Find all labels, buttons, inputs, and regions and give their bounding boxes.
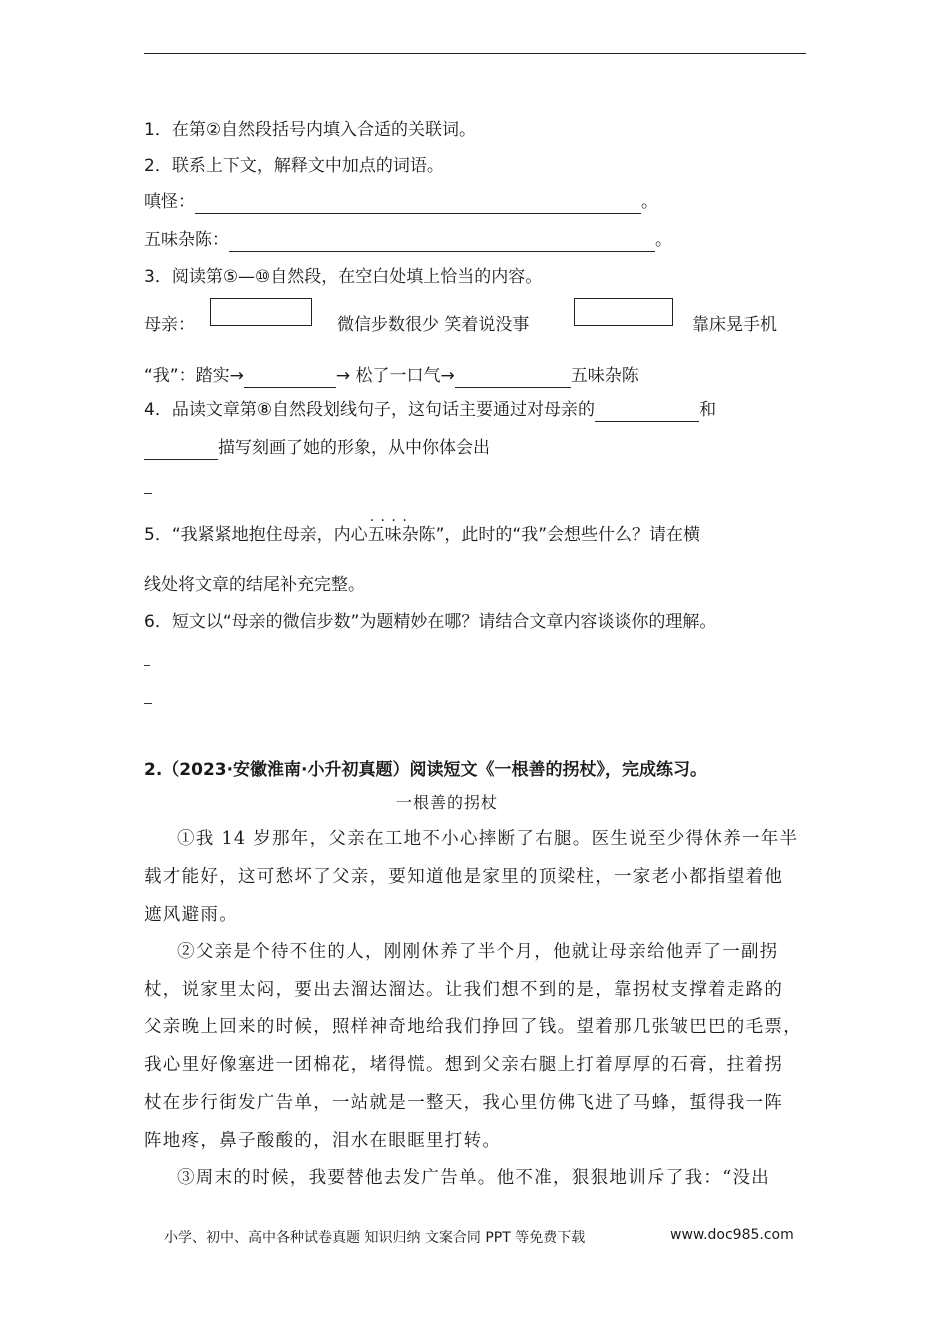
answer-line[interactable] — [144, 441, 218, 460]
story-line: 载才能好，这可愁坏了父亲，要知道他是家里的顶梁柱，一家老小都指望着他 — [144, 867, 784, 887]
story-line: 杖，说家里太闷，要出去溜达溜达。让我们想不到的是，靠拐杖支撑着走路的 — [144, 980, 784, 1000]
answer-dash[interactable] — [144, 665, 150, 666]
question-4-line1: 4．品读文章第⑧自然段划线句子，这句话主要通过对母亲的 和 — [144, 400, 717, 420]
question-2: 2．联系上下文，解释文中加点的词语。 — [144, 156, 444, 176]
story-line: 父亲晚上回来的时候，照样神奇地给我们挣回了钱。望着那几张皱巴巴的毛票， — [144, 1017, 802, 1037]
story-title: 一根善的拐杖 — [396, 793, 499, 812]
question-1: 1．在第②自然段括号内填入合适的关联词。 — [144, 120, 477, 140]
story-line: 遮风避雨。 — [144, 905, 238, 925]
question-4-line2: 描写刻画了她的形象，从中你体会出 — [144, 436, 490, 460]
answer-box[interactable] — [210, 298, 312, 326]
header-rule — [144, 53, 806, 54]
term-label: 五味杂陈： — [144, 230, 229, 250]
section-2-heading: 2.（2023·安徽淮南·小升初真题）阅读短文《一根善的拐杖》，完成练习。 — [144, 760, 708, 780]
answer-box[interactable] — [574, 298, 673, 326]
question-2a: 嗔怪： 。 — [144, 192, 658, 212]
answer-line[interactable] — [595, 403, 699, 422]
answer-dash[interactable] — [144, 703, 152, 704]
story-line: 阵地疼，鼻子酸酸的，泪水在眼眶里打转。 — [144, 1131, 502, 1151]
q3-me-row: “我”：踏实→ → 松了一口气→ 五味杂陈 — [144, 366, 639, 386]
answer-dash[interactable] — [144, 493, 152, 494]
story-line: ①我 14 岁那年，父亲在工地不小心摔断了右腿。医生说至少得休养一年半 — [177, 829, 799, 849]
story-line: ③周末的时候，我要替他去发广告单。他不准，狠狠地训斥了我：“没出 — [177, 1168, 771, 1188]
answer-line[interactable] — [229, 233, 655, 252]
answer-line[interactable] — [455, 369, 571, 388]
answer-line[interactable] — [244, 369, 336, 388]
q3-mother-label: 母亲： — [144, 315, 195, 335]
footer-text: 小学、初中、高中各种试卷真题 知识归纳 文案合同 PPT 等免费下载 — [164, 1230, 586, 1246]
answer-line[interactable] — [195, 195, 641, 214]
q3-mother-middle: 微信步数很少 笑着说没事 — [337, 315, 530, 335]
emphasized-term: · · · · 五味杂陈 — [368, 525, 436, 545]
question-3: 3．阅读第⑤—⑩自然段，在空白处填上恰当的内容。 — [144, 267, 543, 287]
footer-url[interactable]: www.doc985.com — [670, 1227, 794, 1243]
story-line: 杖在步行街发广告单，一站就是一整天，我心里仿佛飞进了马蜂，蜇得我一阵 — [144, 1093, 784, 1113]
q3-mother-end: 靠床晃手机 — [692, 315, 777, 335]
story-line: 我心里好像塞进一团棉花，堵得慌。想到父亲右腿上打着厚厚的石膏，拄着拐 — [144, 1055, 784, 1075]
question-5-line2: 线处将文章的结尾补充完整。 — [144, 575, 365, 595]
story-line: ②父亲是个待不住的人，刚刚休养了半个月，他就让母亲给他弄了一副拐 — [177, 942, 779, 962]
question-6: 6．短文以“母亲的微信步数”为题精妙在哪？请结合文章内容谈谈你的理解。 — [144, 612, 717, 632]
question-2b: 五味杂陈： 。 — [144, 230, 672, 250]
question-5-line1: 5．“我紧紧地抱住母亲，内心· · · · 五味杂陈”，此时的“我”会想些什么？请在横 — [144, 523, 700, 547]
term-label: 嗔怪： — [144, 192, 195, 212]
